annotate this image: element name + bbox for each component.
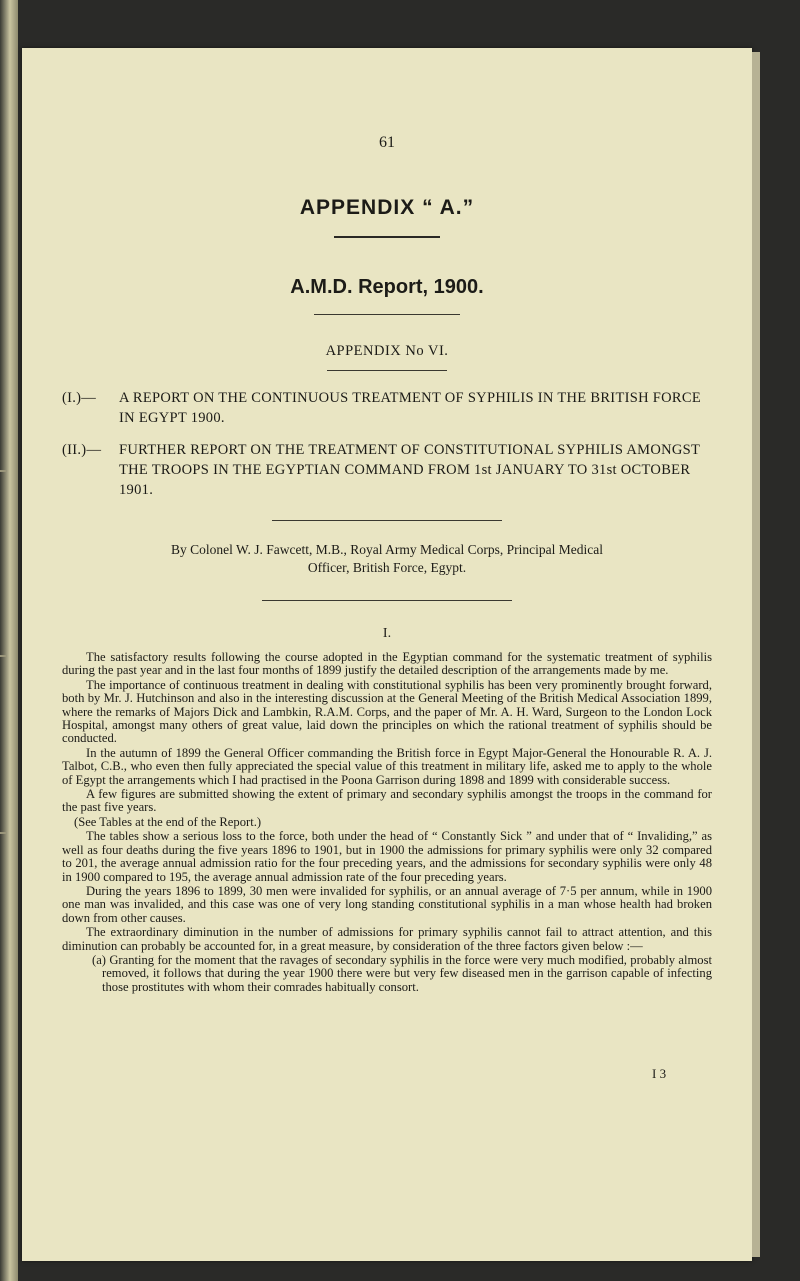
margin-mark bbox=[0, 470, 6, 472]
book-spine bbox=[0, 0, 18, 1281]
report-title: A.M.D. Report, 1900. bbox=[290, 276, 484, 298]
document-page bbox=[22, 48, 752, 1261]
byline-line: Officer, British Force, Egypt. bbox=[307, 560, 467, 575]
divider bbox=[262, 600, 512, 601]
paragraph: The tables show a serious loss to the force, both under the head of “ Constantly Sick ” and under that of “ Invaliding,” as well as four deaths during the five years 1896 to 1901, but in 1900 the admissions for primary syphilis were only 32 compared to 201, the average annual admission ratio for the four preceding years, and the admissions for secondary syphilis were only 48 in 1900 compared to 195, the average annual admission rate of the four preceding years. bbox=[62, 829, 712, 884]
divider bbox=[334, 236, 440, 238]
page-edge bbox=[752, 52, 760, 1257]
section-number: I. bbox=[382, 626, 392, 641]
author-byline bbox=[62, 541, 712, 577]
paragraph: The satisfactory results following the course adopted in the Egyptian command for the systematic treatment of syphilis during the past year and in the last four months of 1899 justify the detailed description of the arrangements made by me. bbox=[62, 650, 712, 678]
margin-mark bbox=[0, 655, 6, 657]
paragraph: A few figures are submitted showing the extent of primary and secondary syphilis amongst the troops in the command for the past five years. bbox=[62, 787, 712, 815]
report-item bbox=[62, 440, 712, 500]
page-number: 61 bbox=[379, 134, 395, 151]
item-label: (I.)— bbox=[62, 390, 97, 406]
appendix-subtitle: APPENDIX No VI. bbox=[325, 343, 449, 359]
byline-line: By Colonel W. J. Fawcett, M.B., Royal Army Medical Corps, Principal Medical bbox=[171, 542, 603, 557]
item-text: A REPORT ON THE CONTINUOUS TREATMENT OF SYPHILIS IN THE BRITISH FORCE IN EGYPT 1900. bbox=[119, 390, 702, 426]
list-paragraph: (a) Granting for the moment that the ravages of secondary syphilis in the force were very much modified, probably almost removed, it follows that during the year 1900 there were but very few diseased men in the garrison capable of infecting those prostitutes with whom their comrades habitually consort. bbox=[92, 952, 712, 994]
paragraph: (See Tables at the end of the Report.) bbox=[74, 814, 262, 829]
signature-mark: I 3 bbox=[652, 1066, 667, 1081]
appendix-title: APPENDIX “ A.” bbox=[299, 196, 475, 219]
report-item bbox=[62, 388, 712, 428]
divider bbox=[327, 370, 447, 371]
margin-mark bbox=[0, 832, 6, 834]
item-text: FURTHER REPORT ON THE TREATMENT OF CONSTITUTIONAL SYPHILIS AMONGST THE TROOPS IN THE EGYPTIAN COMMAND FROM 1st JANUARY TO 31st OCTOBER 1901. bbox=[119, 442, 700, 498]
paragraph: The extraordinary diminution in the number of admissions for primary syphilis cannot fail to attract attention, and this diminution can probably be accounted for, in a great measure, by consideration of the three factors given below :— bbox=[62, 925, 712, 953]
body-text bbox=[62, 651, 712, 994]
divider bbox=[272, 520, 502, 521]
item-label: (II.)— bbox=[62, 442, 102, 458]
paragraph: In the autumn of 1899 the General Officer commanding the British force in Egypt Major-General the Honourable R. A. J. Talbot, C.B., who even then fully appreciated the special value of this treatment in military life, asked me to apply to the whole of Egypt the arrangements which I had practised in the Poona Garrison during 1898 and 1899 with considerable success. bbox=[62, 745, 712, 787]
divider bbox=[314, 314, 460, 315]
paragraph: During the years 1896 to 1899, 30 men were invalided for syphilis, or an annual average of 7·5 per annum, while in 1900 one man was invalided, and this case was one of very long standing constitutional syphilis in a man whose health had broken down from other causes. bbox=[62, 883, 712, 925]
paragraph: The importance of continuous treatment in dealing with constitutional syphilis has been very prominently brought forward, both by Mr. J. Hutchinson and also in the interesting discussion at the General Meeting of the British Medical Association 1899, where the remarks of Majors Dick and Lambkin, R.A.M. Corps, and the paper of Mr. A. H. Ward, Surgeon to the London Lock Hospital, amongst many others of great value, laid down the principles on which the rational treatment of syphilis should be conducted. bbox=[62, 677, 712, 746]
